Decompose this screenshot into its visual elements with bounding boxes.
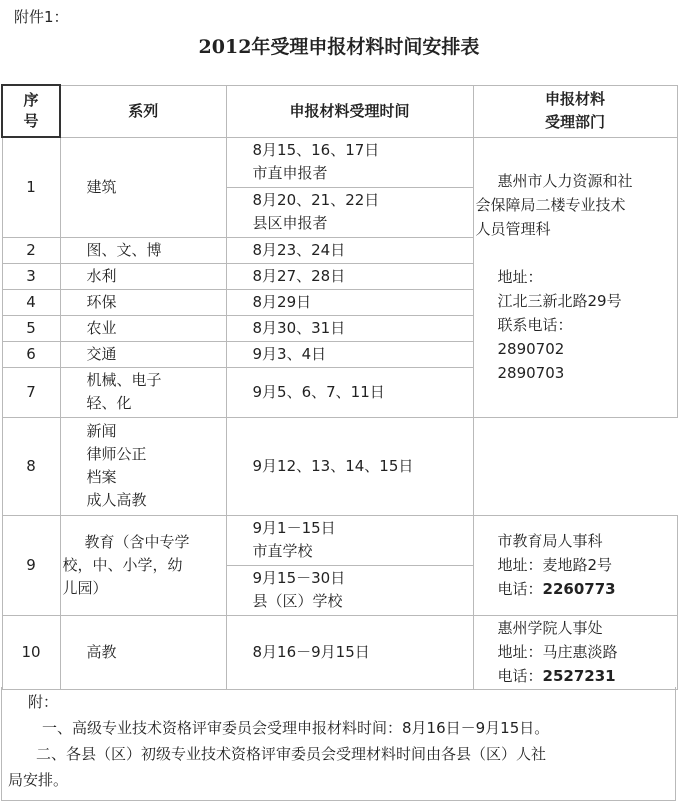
- row-no: 8: [2, 417, 60, 515]
- dept-univ-addr: 地址：马庄惠淡路: [497, 643, 618, 661]
- time-date: 8月20、21、22日: [252, 191, 380, 209]
- row-time: 8月27、28日: [226, 263, 473, 289]
- row-time: [226, 515, 473, 565]
- attachment-label: 附件1：: [14, 8, 69, 26]
- table-row: [2, 615, 677, 689]
- row-time: [226, 565, 473, 615]
- table-row: [2, 417, 677, 515]
- row-series: 建筑: [60, 137, 226, 237]
- row-time: 8月23、24日: [226, 237, 473, 263]
- schedule-table: [1, 84, 678, 690]
- header-no: [2, 85, 60, 137]
- dept-hr: [473, 137, 677, 417]
- header-dept-line1: 申报材料: [544, 90, 605, 108]
- series-line: 儿园）: [62, 578, 108, 597]
- dept-hr-addr-label: 地址：: [497, 268, 543, 286]
- dept-hr-phone1: 2890702: [497, 340, 565, 358]
- row-time: [226, 187, 473, 237]
- series-line: 档案: [86, 468, 117, 486]
- phone-label: 电话：: [497, 580, 543, 598]
- time-date: 9月1－15日: [252, 519, 336, 537]
- row-time: [226, 137, 473, 187]
- row-no: 3: [2, 263, 60, 289]
- time-scope: 县（区）学校: [252, 592, 343, 610]
- dept-hr-phone2: 2890703: [497, 364, 565, 382]
- series-line: 教育（含中专学: [84, 532, 190, 551]
- dept-univ: [473, 615, 677, 689]
- dept-edu-name: 市教育局人事科: [497, 532, 603, 550]
- row-no: 5: [2, 315, 60, 341]
- row-series: 图、文、博: [60, 237, 226, 263]
- row-no: 10: [2, 615, 60, 689]
- row-no: 7: [2, 367, 60, 417]
- row-series: 农业: [60, 315, 226, 341]
- dept-edu-phone: [476, 577, 677, 601]
- row-no: 9: [2, 515, 60, 615]
- dept-edu-addr: 地址：麦地路2号: [497, 556, 613, 574]
- row-series: 交通: [60, 341, 226, 367]
- series-line: 新闻: [86, 422, 117, 440]
- header-time: 申报材料受理时间: [226, 85, 473, 137]
- header-series: 系列: [60, 85, 226, 137]
- header-no-line2: 号: [23, 112, 39, 130]
- dept-hr-addr: 江北三新北路29号: [497, 292, 622, 310]
- notes-label: 附：: [28, 693, 59, 711]
- note-2: 二、各县（区）初级专业技术资格评审委员会受理材料时间由各县（区）人社: [36, 745, 547, 763]
- row-series: [60, 515, 226, 615]
- dept-hr-line3: 人员管理科: [475, 220, 551, 238]
- row-time: 9月5、6、7、11日: [226, 367, 473, 417]
- row-series: [60, 367, 226, 417]
- row-no: 2: [2, 237, 60, 263]
- row-time: 8月29日: [226, 289, 473, 315]
- dept-edu: [473, 515, 677, 615]
- dept-hr-line1: 惠州市人力资源和社: [497, 172, 633, 190]
- row-time: 8月30、31日: [226, 315, 473, 341]
- spacer: [476, 241, 677, 265]
- row-time: 8月16－9月15日: [226, 615, 473, 689]
- time-scope: 市直申报者: [252, 164, 328, 182]
- table-row: [2, 515, 677, 565]
- series-line: 律师公正: [86, 445, 147, 463]
- row-series: [60, 417, 226, 515]
- series-line: 机械、电子: [86, 371, 162, 389]
- row-no: 4: [2, 289, 60, 315]
- row-series: 环保: [60, 289, 226, 315]
- row-no: 1: [2, 137, 60, 237]
- header-dept-line2: 受理部门: [544, 113, 605, 131]
- page-title: 2012年受理申报材料时间安排表: [198, 36, 480, 58]
- row-series: 水利: [60, 263, 226, 289]
- dept-univ-name: 惠州学院人事处: [497, 619, 603, 637]
- time-date: 8月15、16、17日: [252, 141, 380, 159]
- row-series: 高教: [60, 615, 226, 689]
- notes-box: [1, 687, 676, 801]
- phone-number: 2527231: [542, 667, 616, 685]
- series-line: 成人高教: [86, 491, 147, 509]
- time-scope: 市直学校: [252, 542, 313, 560]
- series-line: 校，中、小学，幼: [62, 555, 183, 574]
- dept-univ-phone: [476, 664, 677, 688]
- dept-hr-phone-label: 联系电话：: [497, 316, 573, 334]
- header-dept: [473, 85, 677, 137]
- row-no: 6: [2, 341, 60, 367]
- time-scope: 县区申报者: [252, 214, 328, 232]
- series-line: 轻、化: [86, 394, 132, 412]
- header-no-line1: 序: [23, 91, 39, 109]
- row-time: 9月12、13、14、15日: [226, 417, 473, 515]
- note-2-cont: 局安排。: [8, 771, 69, 789]
- table-row: [2, 137, 677, 187]
- header-row: [2, 85, 677, 137]
- note-1: 一、高级专业技术资格评审委员会受理申报材料时间：8月16日－9月15日。: [42, 719, 550, 737]
- phone-label: 电话：: [497, 667, 543, 685]
- time-date: 9月15－30日: [252, 569, 346, 587]
- row-time: 9月3、4日: [226, 341, 473, 367]
- dept-hr-line2: 会保障局二楼专业技术: [475, 196, 626, 214]
- phone-number: 2260773: [542, 580, 616, 598]
